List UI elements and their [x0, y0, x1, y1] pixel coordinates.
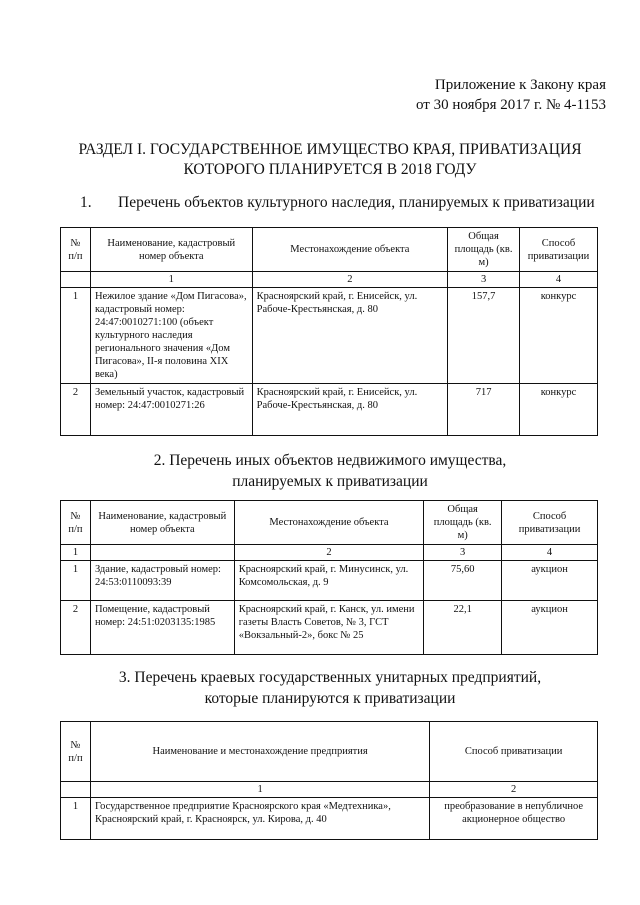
row-area: 75,60 — [424, 561, 502, 601]
list-1-title-text: Перечень объектов культурного наследия, планируемых к приватизации — [118, 194, 595, 211]
list-2-title — [60, 450, 600, 492]
header-name: Наименование, кадастровый номер объекта — [90, 501, 234, 545]
table-row — [61, 288, 598, 384]
row-method: аукцион — [502, 601, 598, 655]
row-method: конкурс — [520, 288, 598, 384]
header-num: № п/п — [61, 722, 91, 782]
row-name: Нежилое здание «Дом Пигасова», кадастровый номер: 24:47:0010271:100 (объект культурного наследия регионального значения «Дом Пигасова», II-я половина XIX века) — [90, 288, 252, 384]
row-num: 1 — [61, 288, 91, 384]
index-cell — [61, 782, 91, 798]
appendix-line-2: от 30 ноября 2017 г. № 4-1153 — [416, 97, 606, 113]
list-1-number: 1. — [80, 194, 92, 211]
row-num: 1 — [61, 561, 91, 601]
index-cell: 2 — [252, 272, 448, 288]
row-name: Земельный участок, кадастровый номер: 24:47:0010271:26 — [90, 384, 252, 436]
list-2-title-line-2: планируемых к приватизации — [232, 473, 428, 490]
row-location: Красноярский край, г. Минусинск, ул. Комсомольская, д. 9 — [234, 561, 424, 601]
list-3-title — [60, 667, 600, 709]
table-row — [61, 798, 598, 840]
index-cell: 4 — [502, 545, 598, 561]
enterprises-table — [60, 721, 598, 840]
header-name: Наименование, кадастровый номер объекта — [90, 228, 252, 272]
header-method: Способ приватизации — [430, 722, 598, 782]
row-num: 1 — [61, 798, 91, 840]
header-method: Способ приватизации — [502, 501, 598, 545]
index-cell: 1 — [90, 272, 252, 288]
header-name: Наименование и местонахождение предприятия — [90, 722, 429, 782]
list-2-title-line-1: 2. Перечень иных объектов недвижимого имущества, — [153, 452, 507, 469]
row-name: Помещение, кадастровый номер: 24:51:0203135:1985 — [90, 601, 234, 655]
header-num: № п/п — [61, 228, 91, 272]
appendix-header — [416, 75, 606, 115]
appendix-line-1: Приложение к Закону края — [434, 77, 606, 93]
list-3-title-line-2: которые планируются к приватизации — [204, 690, 456, 707]
list-1-title — [80, 192, 595, 213]
row-area: 157,7 — [448, 288, 520, 384]
row-method: преобразование в непубличное акционерное общество — [430, 798, 598, 840]
index-cell: 2 — [234, 545, 424, 561]
header-area: Общая площадь (кв. м) — [448, 228, 520, 272]
row-method: конкурс — [520, 384, 598, 436]
list-3-title-line-1: 3. Перечень краевых государственных унитарных предприятий, — [118, 669, 542, 686]
index-cell — [90, 545, 234, 561]
row-name: Государственное предприятие Красноярского края «Медтехника», Красноярский край, г. Красноярск, ул. Кирова, д. 40 — [90, 798, 429, 840]
index-cell: 1 — [90, 782, 429, 798]
row-area: 717 — [448, 384, 520, 436]
header-area: Общая площадь (кв. м) — [424, 501, 502, 545]
row-name: Здание, кадастровый номер: 24:53:0110093:39 — [90, 561, 234, 601]
index-cell: 3 — [448, 272, 520, 288]
table-row — [61, 561, 598, 601]
header-location: Местонахождение объекта — [252, 228, 448, 272]
index-cell: 3 — [424, 545, 502, 561]
index-cell — [61, 272, 91, 288]
index-cell: 1 — [61, 545, 91, 561]
section-title — [60, 140, 600, 180]
section-title-line-1: РАЗДЕЛ I. ГОСУДАРСТВЕННОЕ ИМУЩЕСТВО КРАЯ, ПРИВАТИЗАЦИЯ — [78, 141, 582, 158]
header-location: Местонахождение объекта — [234, 501, 424, 545]
real-estate-table — [60, 500, 598, 655]
index-cell: 2 — [430, 782, 598, 798]
index-cell: 4 — [520, 272, 598, 288]
row-location: Красноярский край, г. Енисейск, ул. Рабоче-Крестьянская, д. 80 — [252, 288, 448, 384]
row-location: Красноярский край, г. Енисейск, ул. Рабоче-Крестьянская, д. 80 — [252, 384, 448, 436]
header-num: № п/п — [61, 501, 91, 545]
section-title-line-2: КОТОРОГО ПЛАНИРУЕТСЯ В 2018 ГОДУ — [183, 161, 477, 178]
table-row — [61, 384, 598, 436]
header-method: Способ приватизации — [520, 228, 598, 272]
row-num: 2 — [61, 601, 91, 655]
row-num: 2 — [61, 384, 91, 436]
cultural-heritage-table — [60, 227, 598, 436]
row-area: 22,1 — [424, 601, 502, 655]
table-row — [61, 601, 598, 655]
row-method: аукцион — [502, 561, 598, 601]
row-location: Красноярский край, г. Канск, ул. имени газеты Власть Советов, № 3, ГСТ «Вокзальный-2», бокс № 25 — [234, 601, 424, 655]
